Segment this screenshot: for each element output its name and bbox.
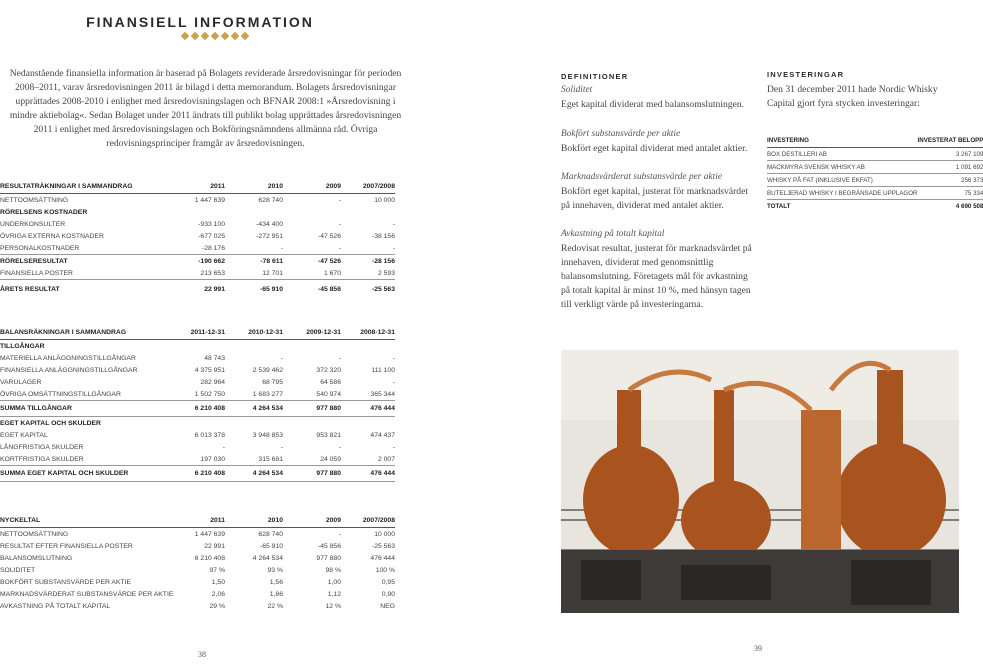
table-header: NYCKELTAL 2011 2010 2009 2007/2008: [0, 513, 395, 528]
table-row: VARULAGER 282 964 68 795 64 586 -: [0, 378, 395, 386]
copper-stills-illustration: [561, 350, 959, 613]
table-header: RESULTATRÄKNINGAR I SAMMANDRAG 2011 2010 2009 2007/2008: [0, 179, 395, 194]
table-row: NETTOOMSÄTTNING 1 447 639 628 740 - 10 000: [0, 196, 395, 204]
definition-text: Bokfört eget kapital, justerat för marknadsvärdet på innehaven, dividerat med antalet aktier.: [561, 186, 749, 211]
definition-text: Eget kapital dividerat med balansomslutningen.: [561, 99, 745, 110]
intro-paragraph: Nedanstående finansiella information är baserad på Bolagets reviderade årsredovisningar för perioden 2008–2011, varav årsredovisningen 2011 är bilagd i detta memorandum. Bolagets årsredovisningar upprättades 2008-2010 i enlighet med årsredovisningslagen och BFNAR 2008:1 »Årsredovisning i mindre aktiebolag«. Sedan Bolaget under 2011 ändrats till publikt bolag upprättades årsredovisningen 2011 i enlighet med årsredovisningslagen och Bokföringsnämndens allmänna råd. Övriga redovisningsprinciper framgår av årsredovisningen.: [9, 68, 402, 149]
table-row: UNDERKONSULTER -933 100 -434 400 - -: [0, 220, 395, 228]
table-header: BALANSRÄKNINGAR I SAMMANDRAG 2011-12-31 2010-12-31 2009-12-31 2008-12-31: [0, 325, 395, 340]
investments-title: INVESTERINGAR: [767, 70, 845, 79]
copper-stills-photo: [561, 350, 959, 613]
table-row: ÖVRIGA EXTERNA KOSTNADER -677 025 -272 951 -47 526 -38 156: [0, 232, 395, 240]
table-row: SUMMA EGET KAPITAL OCH SKULDER 6 210 408 4 264 534 977 880 476 444: [0, 466, 395, 482]
investments-intro: Den 31 december 2011 hade Nordic Whisky Capital gjort fyra stycken investeringar:: [767, 84, 938, 109]
table-row: BALANSOMSLUTNING 6 210 408 4 264 534 977 880 476 444: [0, 554, 395, 562]
table-row: PERSONALKOSTNADER -28 176 - - -: [0, 244, 395, 252]
table-row: TOTALT 4 690 508: [767, 202, 983, 210]
table-row: MARKNADSVÄRDERAT SUBSTANSVÄRDE PER AKTIE 2,06 1,86 1,12 0,90: [0, 590, 395, 598]
ornament-divider: [175, 32, 255, 40]
balance-sheet: [0, 325, 395, 482]
table-row: NETTOOMSÄTTNING 1 447 639 628 740 - 10 000: [0, 530, 395, 538]
table-row: BUTELJERAD WHISKY I BEGRÄNSADE UPPLAGOR 75 334: [767, 187, 983, 200]
definition-term: Soliditet: [561, 85, 593, 95]
table-row: ÖVRIGA OMSÄTTNINGSTILLGÅNGAR 1 502 750 1 683 277 540 974 365 344: [0, 388, 395, 401]
table-row: RÖRELSENS KOSTNADER: [0, 208, 88, 216]
table-row: EGET KAPITAL OCH SKULDER: [0, 419, 101, 427]
table-row: TILLGÅNGAR: [0, 342, 45, 350]
definitions-title: DEFINITIONER: [561, 72, 629, 81]
table-row: SUMMA TILLGÅNGAR 6 210 408 4 264 534 977 880 476 444: [0, 401, 395, 417]
table-row: AVKASTNING PÅ TOTALT KAPITAL 29 % 22 % 12 % NEG: [0, 602, 395, 610]
page-number-left: 38: [198, 650, 206, 659]
table-row: KORTFRISTIGA SKULDER 197 030 315 681 24 059 2 007: [0, 453, 395, 466]
table-row: MATERIELLA ANLÄGGNINGSTILLGÅNGAR 48 743 - - -: [0, 354, 395, 362]
page-title: FINANSIELL INFORMATION: [86, 14, 314, 30]
definition-text: Redovisat resultat, justerat för marknadsvärdet på innehaven, dividerat med genomsnittlig balansomslutning. Företagets mål för avkastning på totalt kapital är minst 10 %, med hänsyn tagen till verkligt värde på investeringarna.: [561, 243, 752, 310]
definition-term: Avkastning på totalt kapital: [561, 229, 665, 239]
table-row: MACKMYRA SVENSK WHISKY AB 1 091 692: [767, 161, 983, 174]
table-row: WHISKY PÅ FAT (INKLUSIVE EKFAT) 256 373: [767, 174, 983, 187]
definition-term: Bokfört substansvärde per aktie: [561, 129, 681, 139]
table-row: RÖRELSERESULTAT -190 662 -78 611 -47 526 -28 156: [0, 255, 395, 268]
key-figures: [0, 513, 395, 612]
income-statement: [0, 179, 395, 300]
table-row: BOKFÖRT SUBSTANSVÄRDE PER AKTIE 1,50 1,56 1,00 0,95: [0, 578, 395, 586]
page-number-right: 39: [754, 644, 762, 653]
table-header: INVESTERING INVESTERAT BELOPP: [767, 133, 983, 148]
definition-term: Marknadsvärderat substansvärde per aktie: [561, 172, 722, 182]
table-row: ÅRETS RESULTAT 22 991 -65 910 -45 856 -25 563: [0, 286, 395, 294]
table-row: FINANSIELLA POSTER 213 653 12 701 1 670 2 593: [0, 267, 395, 280]
table-row: LÅNGFRISTIGA SKULDER - - - -: [0, 443, 395, 451]
table-row: SOLIDITET 97 % 93 % 98 % 100 %: [0, 566, 395, 574]
definitions-list: [561, 85, 756, 312]
investments-table: [767, 133, 983, 212]
table-row: RESULTAT EFTER FINANSIELLA POSTER 22 991 -65 910 -45 856 -25 563: [0, 542, 395, 550]
table-row: BOX DESTILLERI AB 3 267 109: [767, 148, 983, 161]
table-row: FINANSIELLA ANLÄGGNINGSTILLGÅNGAR 4 375 951 2 539 462 372 320 111 100: [0, 366, 395, 374]
definition-text: Bokfört eget kapital dividerat med antalet aktier.: [561, 143, 748, 154]
table-row: EGET KAPITAL 6 013 378 3 948 853 953 821 474 437: [0, 431, 395, 439]
